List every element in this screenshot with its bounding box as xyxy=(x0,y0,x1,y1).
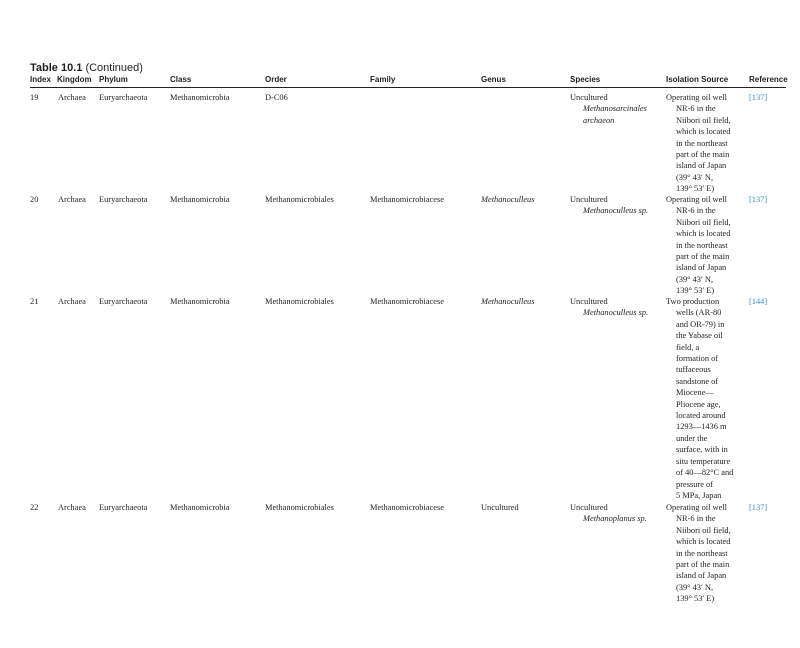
cell-order: Methanomicrobiales xyxy=(265,195,334,204)
cell-order: D-C06 xyxy=(265,93,288,102)
cell-order: Methanomicrobiales xyxy=(265,503,334,512)
cell-phylum: Euryarchaeota xyxy=(99,503,148,512)
source-line: island of Japan xyxy=(676,263,727,273)
species-prefix: Uncultured xyxy=(570,195,608,204)
cell-kingdom: Archaea xyxy=(58,93,86,102)
source-line: Operating oil well xyxy=(666,503,727,512)
source-line: sandstone of xyxy=(676,376,719,386)
reference-link[interactable]: [137] xyxy=(749,503,768,512)
cell-kingdom: Archaea xyxy=(58,297,86,306)
species-name-line: Methanoplanus sp. xyxy=(583,514,647,524)
cell-class: Methanomicrobia xyxy=(170,297,230,306)
source-line: (39° 43′ N, xyxy=(676,274,714,284)
table-header-row xyxy=(30,74,786,88)
cell-class: Methanomicrobia xyxy=(170,93,230,102)
species-prefix: Uncultured xyxy=(570,503,608,512)
header-species: Species xyxy=(570,75,601,84)
source-line: in the northeast xyxy=(676,240,728,250)
species-name-line: Methanosarcinales xyxy=(583,104,647,114)
header-genus: Genus xyxy=(481,75,506,84)
cell-index: 20 xyxy=(30,195,39,204)
source-line: Miocene— xyxy=(676,388,714,398)
source-line: island of Japan xyxy=(676,571,727,581)
source-line: Niibori oil field, xyxy=(676,115,731,125)
source-line: the Yabase oil xyxy=(676,331,723,341)
header-kingdom: Kingdom xyxy=(57,75,92,84)
source-line: and OR-79) in xyxy=(676,319,725,329)
source-line: located around xyxy=(676,411,726,421)
source-line: 139° 53′ E) xyxy=(676,184,715,194)
cell-kingdom: Archaea xyxy=(58,503,86,512)
cell-index: 22 xyxy=(30,503,39,512)
source-line: which is located xyxy=(676,127,731,137)
source-line: field, a xyxy=(676,342,700,352)
header-class: Class xyxy=(170,75,192,84)
species-prefix: Uncultured xyxy=(570,297,608,306)
cell-isolation-source xyxy=(666,194,746,297)
source-line: Operating oil well xyxy=(666,195,727,204)
cell-species xyxy=(570,502,647,525)
header-isolation-source: Isolation Source xyxy=(666,75,729,84)
cell-genus: Methanoculleus xyxy=(481,195,535,204)
species-name-line: Methanoculleus sp. xyxy=(583,206,649,216)
source-line: 5 MPa, Japan xyxy=(676,490,722,500)
source-line: (39° 43′ N, xyxy=(676,582,714,592)
source-line: island of Japan xyxy=(676,161,727,171)
source-line: Niibori oil field, xyxy=(676,217,731,227)
source-line: pressure of xyxy=(676,479,713,489)
source-line: surface, with in xyxy=(676,445,728,455)
source-line: Niibori oil field, xyxy=(676,525,731,535)
source-line: Pliocene age, xyxy=(676,399,721,409)
source-line: NR-6 in the xyxy=(676,514,716,524)
cell-species xyxy=(570,194,648,217)
header-index: Index xyxy=(30,75,51,84)
species-name-line: archaeon xyxy=(583,115,615,125)
cell-class: Methanomicrobia xyxy=(170,195,230,204)
cell-family: Methanomicrobiacese xyxy=(370,503,444,512)
source-line: part of the main xyxy=(676,560,730,570)
source-line: situ temperature xyxy=(676,456,731,466)
data-table xyxy=(30,0,786,648)
source-line: 1293—1436 m xyxy=(676,422,727,432)
table-label: Table 10.1 xyxy=(30,62,83,74)
reference-link[interactable]: [137] xyxy=(749,195,768,204)
cell-family: Methanomicrobiacese xyxy=(370,297,444,306)
cell-genus: Uncultured xyxy=(481,503,519,512)
source-line: in the northeast xyxy=(676,138,728,148)
cell-phylum: Euryarchaeota xyxy=(99,93,148,102)
header-rule xyxy=(30,87,786,88)
species-name-line: Methanoculleus sp. xyxy=(583,308,649,318)
source-line: under the xyxy=(676,433,708,443)
source-line: 139° 53′ E) xyxy=(676,286,715,296)
source-line: formation of xyxy=(676,354,719,364)
cell-isolation-source xyxy=(666,296,746,501)
species-prefix: Uncultured xyxy=(570,93,608,102)
source-line: wells (AR-80 xyxy=(676,308,722,318)
table-continued-note: (Continued) xyxy=(85,62,143,74)
source-line: part of the main xyxy=(676,150,730,160)
source-line: tuffaceous xyxy=(676,365,711,375)
source-line: which is located xyxy=(676,229,731,239)
cell-phylum: Euryarchaeota xyxy=(99,297,148,306)
source-line: NR-6 in the xyxy=(676,104,716,114)
source-line: Operating oil well xyxy=(666,93,727,102)
cell-genus: Methanoculleus xyxy=(481,297,535,306)
source-line: in the northeast xyxy=(676,548,728,558)
source-line: which is located xyxy=(676,537,731,547)
cell-isolation-source xyxy=(666,92,746,195)
cell-order: Methanomicrobiales xyxy=(265,297,334,306)
cell-index: 19 xyxy=(30,93,39,102)
reference-link[interactable]: [144] xyxy=(749,297,768,306)
reference-link[interactable]: [137] xyxy=(749,93,768,102)
cell-species xyxy=(570,296,648,319)
source-line: NR-6 in the xyxy=(676,206,716,216)
source-line: part of the main xyxy=(676,252,730,262)
table-title xyxy=(30,62,143,74)
source-line: of 40—82°C and xyxy=(676,468,734,478)
header-reference: Reference xyxy=(749,75,788,84)
cell-species xyxy=(570,92,647,126)
source-line: (39° 43′ N, xyxy=(676,172,714,182)
cell-family: Methanomicrobiacese xyxy=(370,195,444,204)
header-family: Family xyxy=(370,75,396,84)
cell-isolation-source xyxy=(666,502,746,605)
source-line: Two production xyxy=(666,297,720,306)
cell-index: 21 xyxy=(30,297,39,306)
cell-phylum: Euryarchaeota xyxy=(99,195,148,204)
cell-kingdom: Archaea xyxy=(58,195,86,204)
cell-class: Methanomicrobia xyxy=(170,503,230,512)
header-phylum: Phylum xyxy=(99,75,128,84)
source-line: 139° 53′ E) xyxy=(676,594,715,604)
header-order: Order xyxy=(265,75,287,84)
